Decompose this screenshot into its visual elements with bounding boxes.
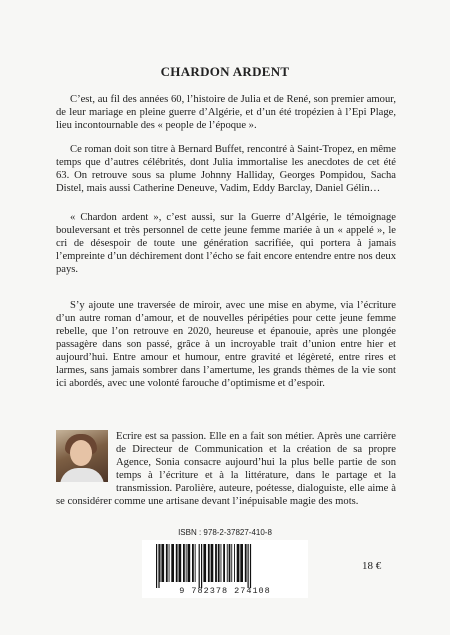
paragraph-4: S’y ajoute une traversée de miroir, avec une mise en abyme, via l’écriture d’un autre roman d’amour, et de nouvelles péripéties pour cette jeune femme rebelle, que l’on retrouve en 2020, heureuse et épanouie, après une plongée passagère dans son passé, grâce à un incroyable trait d’union entre hier et aujourd’hui. Entre amour et humour, entre gravité et légèreté, entre rires et larmes, sans jamais sombrer dans l’amertume, les grands thèmes de la vie sont ici abordés, avec une volonté farouche d’optimisme et d’espoir. [56, 300, 396, 389]
paragraph-2: Ce roman doit son titre à Bernard Buffet, rencontré à Saint-Tropez, en même temps que d’autres célébrités, dont Julia immortalise les anecdotes de cet été 63. On retrouve sous sa plume Johnny Halliday, Georges Pompidou, Sacha Distel, mais aussi Catherine Deneuve, Vadim, Eddy Barclay, Daniel Gélin… [56, 144, 396, 194]
isbn-label: ISBN : 978-2-37827-410-8 [178, 528, 272, 537]
barcode [142, 540, 308, 598]
book-title: CHARDON ARDENT [160, 64, 290, 79]
author-bio [56, 430, 396, 508]
paragraph-1: C’est, au fil des années 60, l’histoire de Julia et de René, son premier amour, de leur mariage en pleine guerre d’Algérie, et d’un été tropézien à l’Epi Plage, lieu incontournable des « people de l’époque ». [56, 94, 396, 131]
barcode-digits: 9 782378 274108 [179, 586, 271, 596]
paragraph-3: « Chardon ardent », c’est aussi, sur la Guerre d’Algérie, le témoignage bouleversant et très personnel de cette jeune femme mariée à un « appelé », le cri de désespoir de toute une génération sacrifiée, qui portera à jamais l’empreinte d’un déchirement dont l’écho se fait encore entendre entre nos deux pays. [56, 212, 396, 275]
price: 18 € [362, 560, 382, 572]
author-bio-text: Ecrire est sa passion. Elle en a fait son métier. Après une carrière de Directeur de Communication et la création de sa propre Agence, Sonia consacre aujourd’hui la plus belle partie de son temps à l’écriture et à la littérature, dans le partage et la transmission. Parolière, auteure, poétesse, dialoguiste, elle aime à se considérer comme une artisane devant l’inépuisable magie des mots. [56, 431, 396, 507]
barcode-bars [142, 540, 308, 588]
author-photo [56, 430, 108, 482]
